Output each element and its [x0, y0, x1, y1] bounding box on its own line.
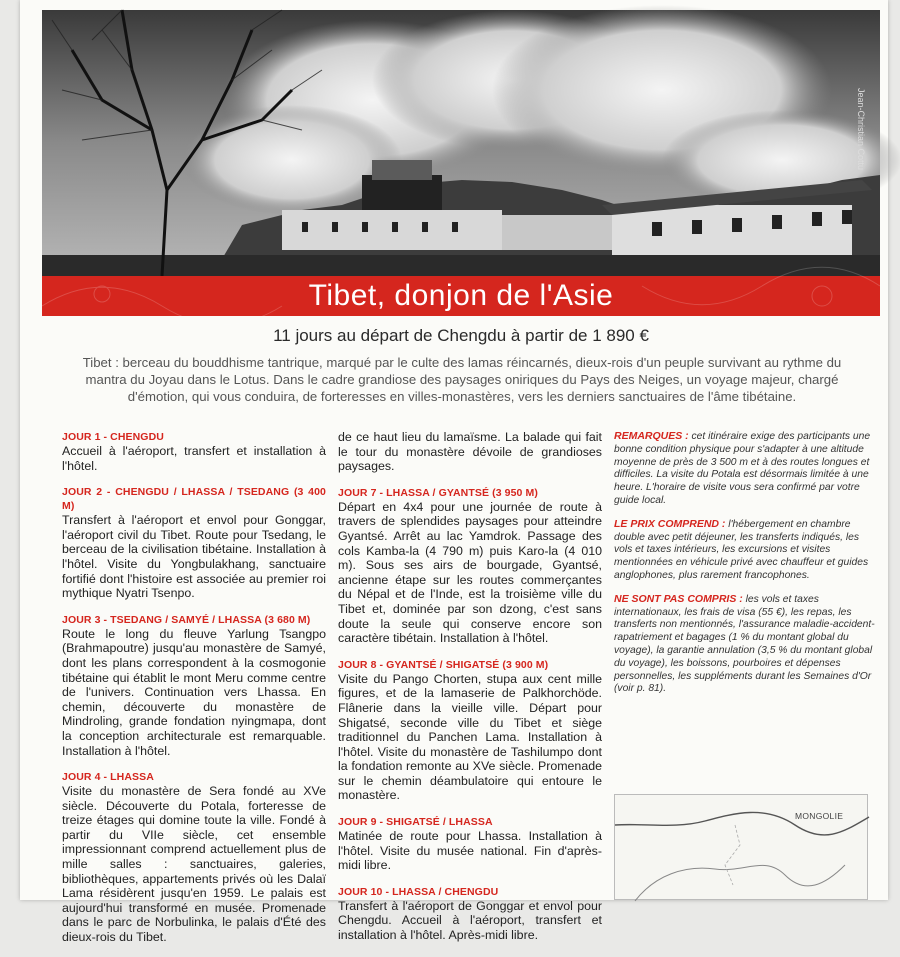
day-text: Transfert à l'aéroport de Gonggar et envol pour Chengdu. Accueil à l'aéroport, transfert et installation à l'hôtel. Après-midi libre. [338, 898, 602, 943]
info-sidebar [614, 430, 876, 706]
day-entry [338, 815, 602, 873]
potala-palace-photo [42, 10, 880, 276]
itinerary-column-2 [338, 430, 602, 955]
price-includes-note [614, 518, 876, 583]
day-title: JOUR 1 - CHENGDU [62, 431, 164, 443]
day-text: Accueil à l'aéroport, transfert et installation à l'hôtel. [62, 444, 326, 473]
day-title: JOUR 2 - CHENGDU / LHASSA / TSEDANG (3 400 M) [62, 486, 326, 513]
region-map [614, 794, 868, 900]
day-title: JOUR 4 - LHASSA [62, 771, 154, 784]
day-entry [338, 486, 602, 646]
day-text: Transfert à l'aéroport et envol pour Gonggar, l'aéroport civil du Tibet. Route pour Tsedang, le berceau de la civilisation tibétaine. Installation à l'hôtel. Visite du Yongbulakhang, sanctuaire fortifié dont l'histoire est associée au premier roi mythique Nyatri Tsenpo. [62, 513, 326, 601]
day-text: de ce haut lieu du lamaïsme. La balade qui fait le tour du monastère dévoile de grandioses paysages. [338, 430, 602, 474]
title-banner [42, 276, 880, 316]
day-continuation [338, 430, 602, 474]
day-text: Visite du monastère de Sera fondé au XVe siècle. Découverte du Potala, forteresse de treize étages qui domine toute la ville. Fondé à partir du VIIe siècle, cet ensemble impressionnant comprend actuellement plus de mille salles : sanctuaires, galeries, bibliothèques, appartements privés où les Dalaï Lama résidèrent jusqu'en 1959. Le palais est aujourd'hui transformé en musée. Promenade dans le parc de Norbulinka, le palais d'Été des dieux-rois du Tibet. [62, 784, 326, 945]
day-entry [338, 885, 602, 943]
itinerary-column-1 [62, 430, 326, 957]
day-title: JOUR 8 - GYANTSÉ / SHIGATSÉ (3 900 M) [338, 658, 549, 671]
not-included-note [614, 593, 876, 696]
trip-summary: 11 jours au départ de Chengdu à partir de 1 890 € [273, 326, 649, 345]
day-title: JOUR 9 - SHIGATSÉ / LHASSA [338, 816, 493, 829]
day-entry [62, 430, 326, 473]
price-includes-text: l'hébergement en chambre double avec petit déjeuner, les transferts indiqués, les vols et taxes intérieurs, les excursions et visites mentionnées en véhicule privé avec chauffeur et guides anglophones, plus rarement francophones. [614, 518, 869, 581]
remarks-label: REMARQUES : [614, 430, 689, 442]
brochure-page [20, 0, 888, 945]
day-entry [338, 658, 602, 803]
day-title: JOUR 10 - LHASSA / CHENGDU [338, 885, 499, 898]
day-title: JOUR 7 - LHASSA / GYANTSÉ (3 950 M) [338, 486, 538, 499]
price-includes-label: LE PRIX COMPREND : [614, 517, 726, 530]
day-text: Route le long du fleuve Yarlung Tsangpo (Brahmapoutre) jusqu'au monastère de Samyé, dont les plans correspondent à la cosmogonie tibétaine qui établit le mont Meru comme centre de l'univers. Continuation vers Lhassa. En chemin, découverte du monastère de Mindroling, grande fondation nyingmapa, dont la conception architecturale est remarquable. Installation à l'hôtel. [62, 626, 326, 758]
day-text: Matinée de route pour Lhassa. Installation à l'hôtel. Visite du musée national. Fin d'après-midi libre. [338, 829, 602, 873]
map-label-mongolia: MONGOLIE [795, 811, 844, 821]
day-entry [62, 770, 326, 945]
remarks-text: cet itinéraire exige des participants une bonne condition physique pour s'adapter à une altitude moyenne de près de 3 500 m et à des routes longues et difficiles. La visite du Potala est désormais limitée à une heure. L'horaire de visite vous sera confirmé par votre guide local. [614, 431, 871, 506]
day-title: JOUR 3 - TSEDANG / SAMYÉ / LHASSA (3 680 M) [62, 613, 311, 626]
page-title: Tibet, donjon de l'Asie [308, 279, 614, 312]
day-text: Visite du Pango Chorten, stupa aux cent mille figures, et de la lamaserie de Palkhorchöde. Flânerie dans la vieille ville. Départ pour Shigatsé, seconde ville du Tibet et siège traditionnel du Panchen Lama. Installation à l'hôtel. Visite du monastère de Tashilumpo dont la fondation remonte au XVe siècle. Promenade sur le chemin déambulatoire qui entoure le monastère. [338, 671, 602, 803]
not-included-label: NE SONT PAS COMPRIS : [614, 592, 743, 605]
potala-photo-illustration [42, 10, 880, 276]
day-text: Départ en 4x4 pour une journée de route à travers de splendides paysages pour atteindre Gyantsé. Arrêt au lac Yamdrok. Passage des cols Kamba-la (4 790 m) puis Karo-la (4 010 m). Sous ses airs de bourgade, Gyantsé, ancienne étape sur les routes commerçantes du Népal et de l'Inde, est la troisième ville du Tibet et, dominée par son dzong, c'est sans doute la seule qui conserve encore son caractère tibétain. Installation à l'hôtel. [338, 499, 602, 646]
remarks-note [614, 430, 876, 508]
day-entry [62, 613, 326, 758]
day-entry [62, 485, 326, 601]
intro-paragraph: Tibet : berceau du bouddhisme tantrique, marqué par le culte des lamas réincarnés, dieux-rois d'un peuple survivant au rythme du mantra du Joyau dans le Lotus. Dans le cadre grandiose des paysages oniriques du Pays des Neiges, un voyage majeur, chargé d'émotion, qui vous conduira, de forteresses en villes-monastères, vers les derniers sanctuaires de l'âme tibétaine. [82, 355, 842, 404]
photo-credit: Jean-Christian Cottu [856, 87, 866, 170]
not-included-text: les vols et taxes internationaux, les frais de visa (55 €), les repas, les transferts non mentionnés, l'assurance maladie-accident-rapatriement et bagages (1 % du montant global du voyage), la garantie annulation (3,5 % du montant global du voyage), les boissons, pourboires et dépenses personnelles, les suppléments durant les Semaines d'Or (voir p. 81). [614, 593, 875, 695]
